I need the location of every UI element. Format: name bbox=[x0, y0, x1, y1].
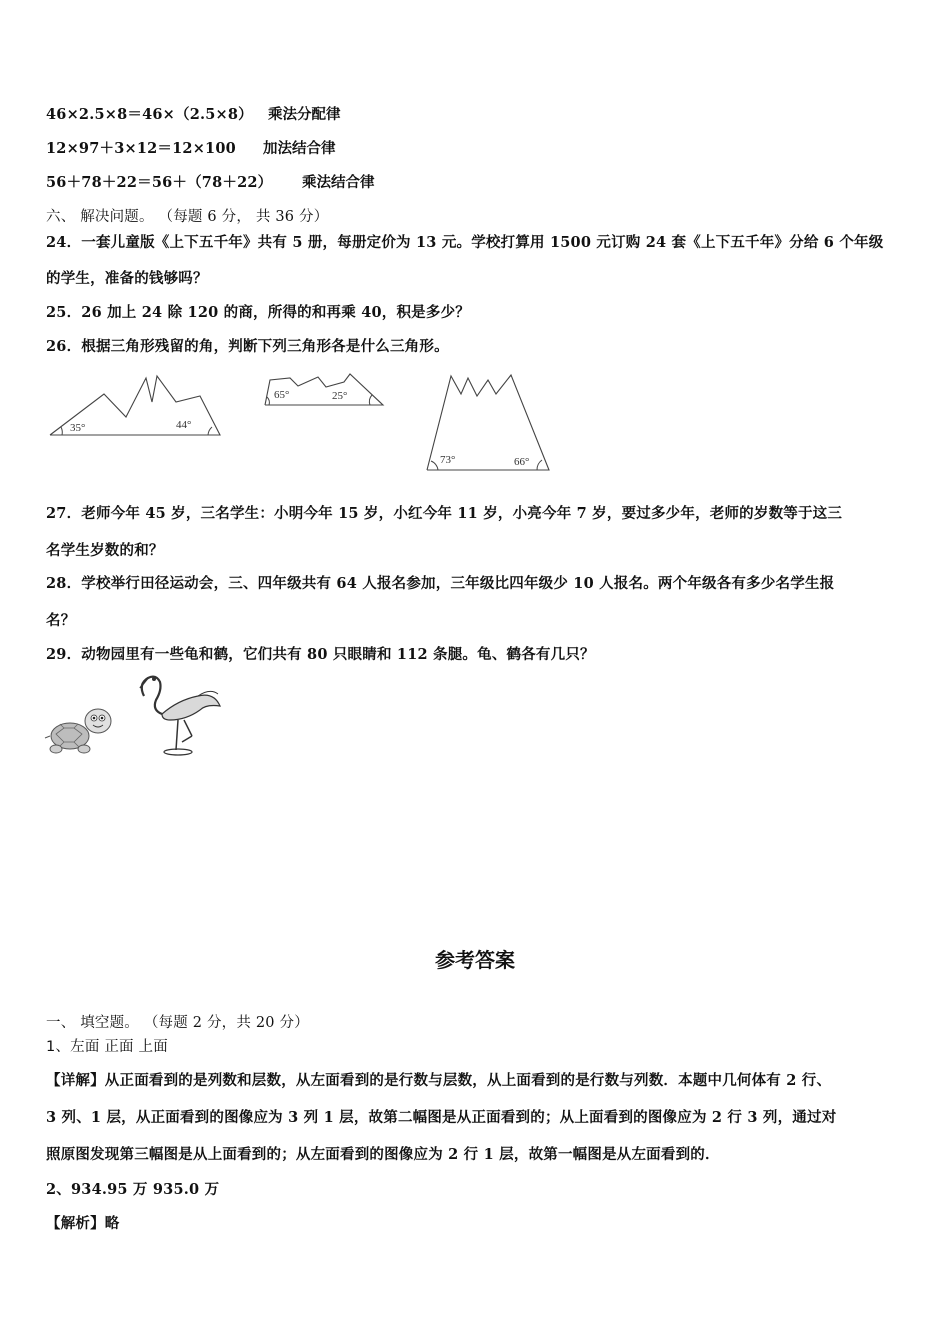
question-24-line2: 的学生，准备的钱够吗？ bbox=[46, 270, 208, 287]
question-27-line2: 名学生岁数的和？ bbox=[46, 542, 164, 559]
law-expression-2: 12×97＋3×12＝12×100 bbox=[46, 140, 236, 157]
triangle-2-left-angle: 65° bbox=[274, 389, 290, 401]
answer-2: 2、934.95 万 935.0 万 bbox=[46, 1181, 220, 1198]
law-expression-1: 46×2.5×8＝46×（2.5×8） bbox=[46, 106, 253, 123]
question-29: 29．动物园里有一些龟和鹤，它们共有 80 只眼睛和 112 条腿。龟、鹤各有几只？ bbox=[46, 646, 595, 663]
question-26: 26．根据三角形残留的角，判断下列三角形各是什么三角形。 bbox=[46, 338, 449, 355]
answers-section-1-heading: 一、 填空题。 （每题 2 分，共 20 分） bbox=[46, 1015, 309, 1031]
question-28-line1: 28．学校举行田径运动会，三、四年级共有 64 人报名参加，三年级比四年级少 10 人报名。两个年级各有多少名学生报 bbox=[46, 575, 835, 592]
answer-2-analysis: 【解析】略 bbox=[46, 1215, 120, 1232]
triangle-1-right-angle: 44° bbox=[176, 419, 192, 431]
question-25: 25．26 加上 24 除 120 的商，所得的和再乘 40，积是多少？ bbox=[46, 304, 470, 321]
law-expression-3: 56＋78＋22＝56＋（78＋22） bbox=[46, 174, 273, 191]
triangle-figure-1 bbox=[48, 372, 224, 440]
question-24-line1: 24．一套儿童版《上下五千年》共有 5 册，每册定价为 13 元。学校打算用 1500 元订购 24 套《上下五千年》分给 6 个年级 bbox=[46, 234, 884, 251]
answers-title: 参考答案 bbox=[435, 948, 515, 972]
law-name-1: 乘法分配律 bbox=[268, 106, 341, 123]
answer-1-detail-line3: 照原图发现第三幅图是从上面看到的；从左面看到的图像应为 2 行 1 层，故第一幅图是从左面看到的． bbox=[46, 1146, 720, 1163]
triangle-figure-2 bbox=[262, 374, 386, 408]
law-name-2: 加法结合律 bbox=[263, 140, 336, 157]
triangle-1-left-angle: 35° bbox=[70, 422, 86, 434]
triangle-figure-3 bbox=[424, 372, 554, 474]
triangle-2-right-angle: 25° bbox=[332, 390, 348, 402]
answer-1: 1、左面 正面 上面 bbox=[46, 1039, 168, 1055]
section-6-heading: 六、 解决问题。 （每题 6 分， 共 36 分） bbox=[46, 209, 329, 225]
triangle-3-right-angle: 66° bbox=[514, 456, 530, 468]
answer-1-detail-line2: 3 列、1 层，从正面看到的图像应为 3 列 1 层，故第二幅图是从正面看到的；从上面看到的图像应为 2 行 3 列，通过对 bbox=[46, 1109, 837, 1126]
crane-illustration bbox=[134, 670, 224, 756]
question-28-line2: 名？ bbox=[46, 612, 76, 629]
turtle-illustration bbox=[44, 704, 116, 756]
answer-1-detail-line1: 【详解】从正面看到的是列数和层数，从左面看到的是行数与层数，从上面看到的是行数与列数．本题中几何体有 2 行、 bbox=[46, 1072, 832, 1089]
triangle-3-left-angle: 73° bbox=[440, 454, 456, 466]
law-name-3: 乘法结合律 bbox=[302, 174, 375, 191]
question-27-line1: 27．老师今年 45 岁，三名学生：小明今年 15 岁，小红今年 11 岁，小亮今年 7 岁，要过多少年，老师的岁数等于这三 bbox=[46, 505, 843, 522]
